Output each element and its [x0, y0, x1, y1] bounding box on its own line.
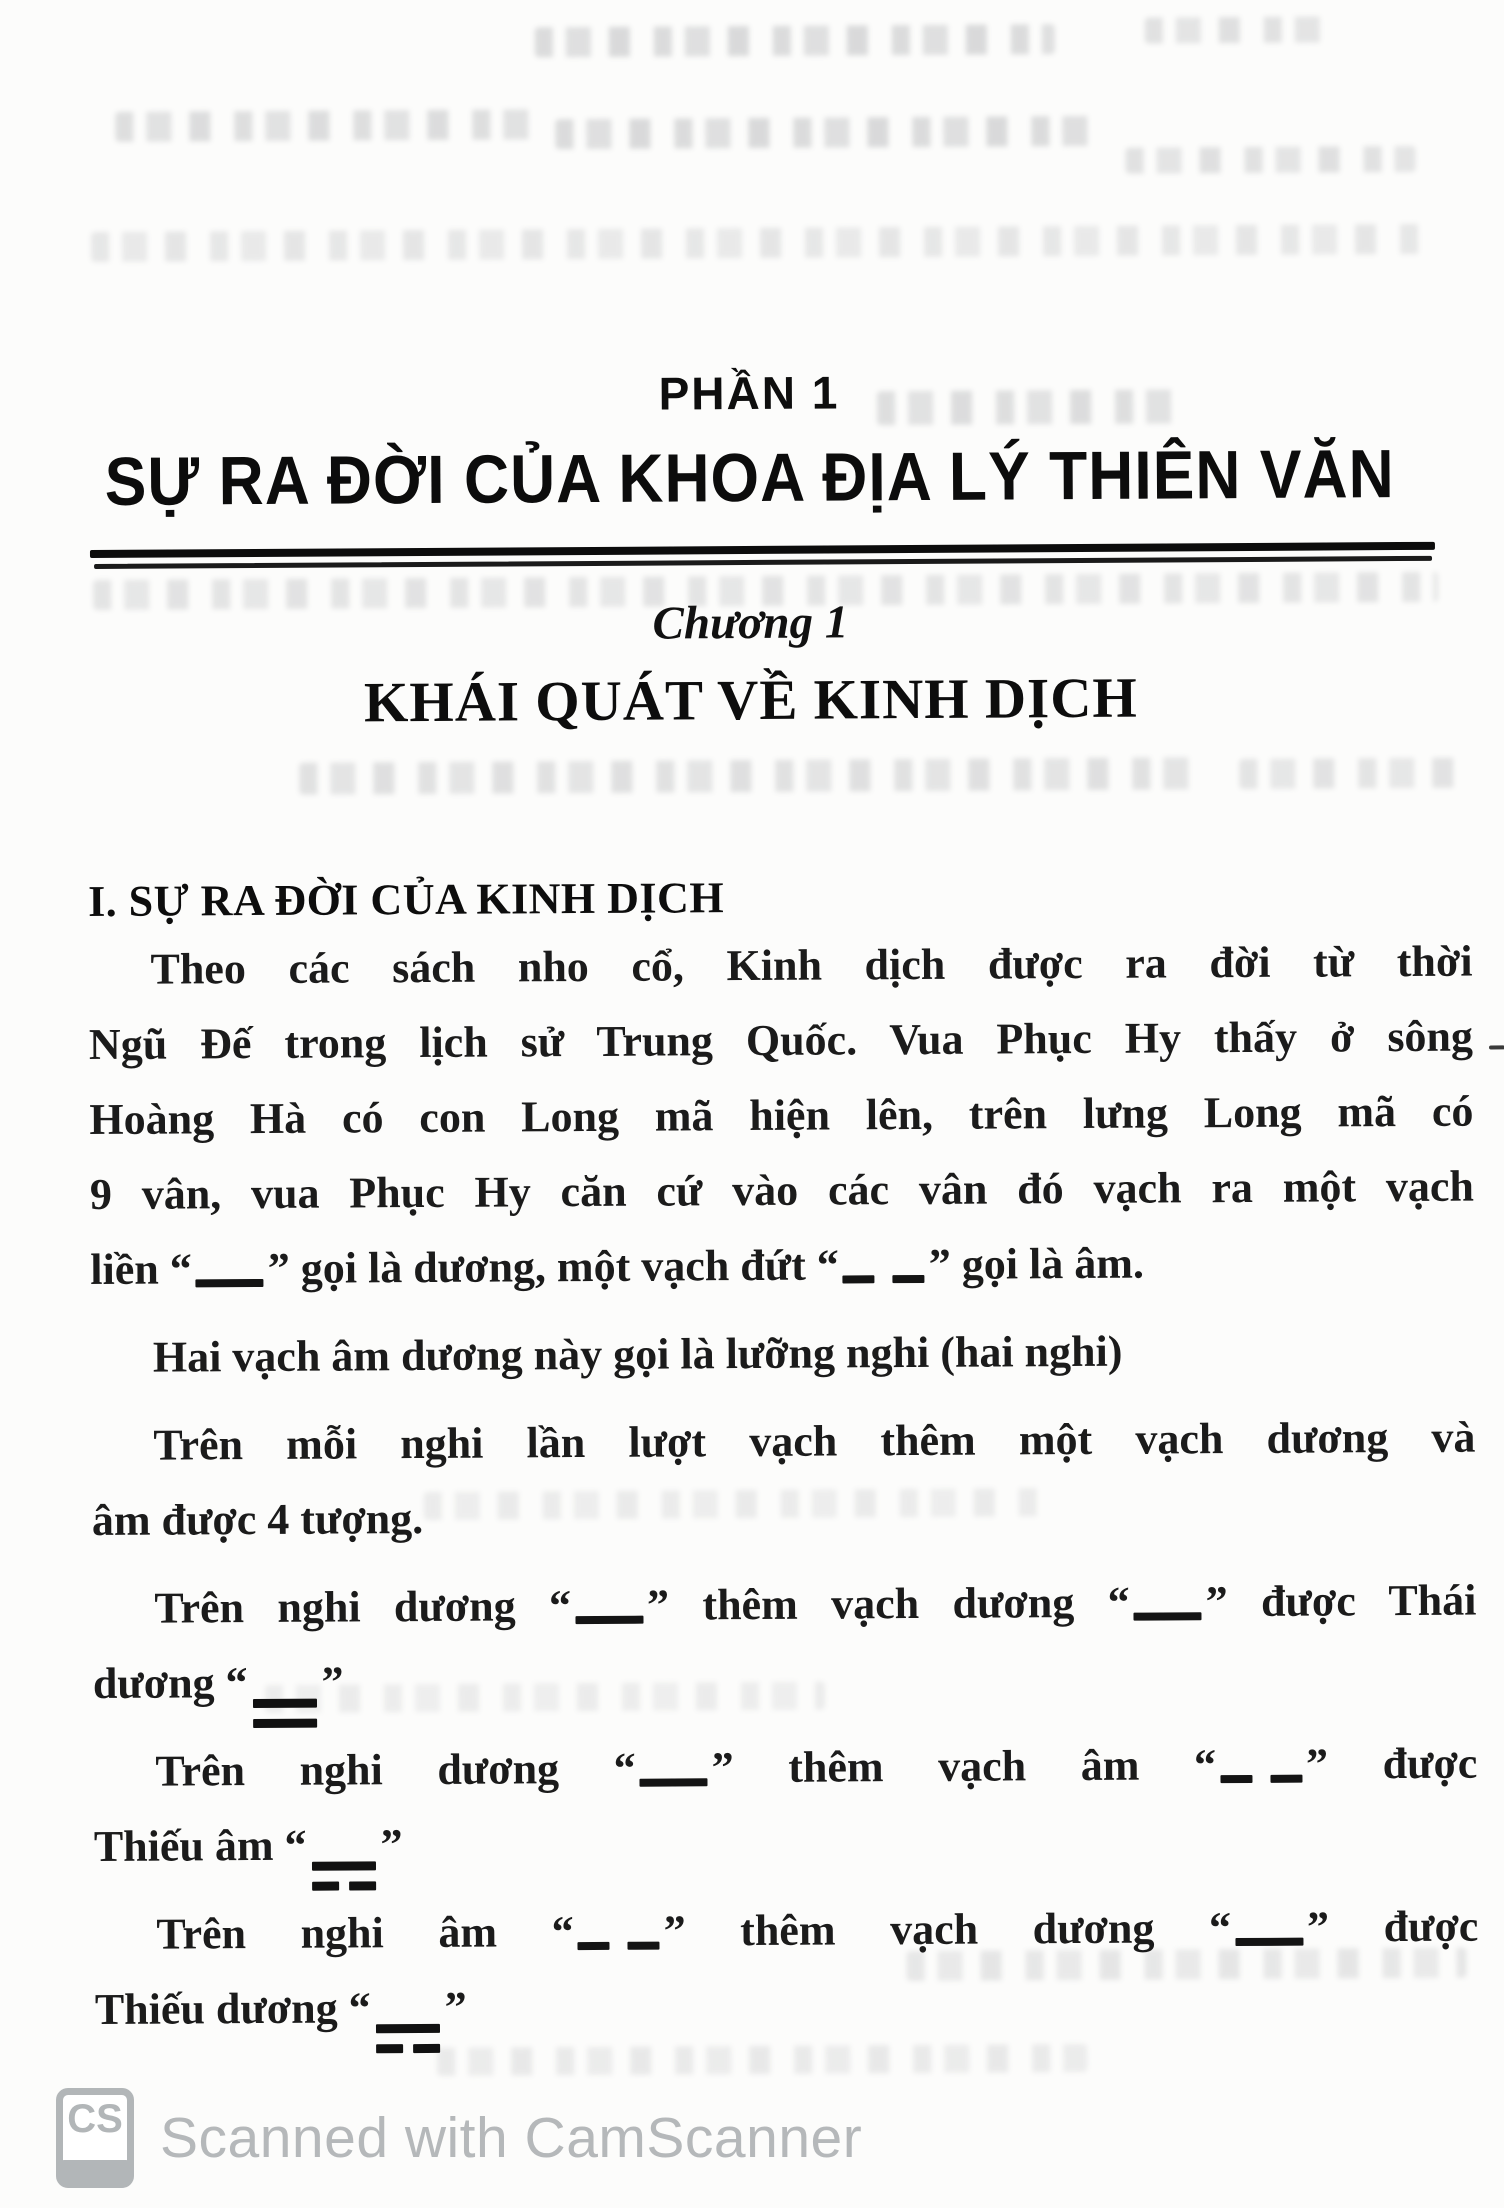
- bleed-through-artifact: [115, 109, 545, 142]
- chapter-title: KHÁI QUÁT VỀ KINH DỊCH: [363, 666, 1138, 735]
- bleed-through-artifact: [555, 116, 1095, 149]
- yang-solid-stroke-symbol: [1134, 1612, 1202, 1620]
- paragraph: [92, 1563, 1477, 1721]
- yang-solid-stroke-symbol: [640, 1778, 708, 1786]
- paragraph: [94, 1889, 1479, 2047]
- title-underline: [94, 556, 1432, 569]
- page-edge-mark: [1489, 1045, 1504, 1049]
- thai-duong-digram-symbol: [253, 1699, 317, 1728]
- paragraph: [93, 1726, 1478, 1884]
- paragraph: [91, 1312, 1475, 1395]
- bleed-through-artifact: [437, 2044, 1087, 2076]
- lesser-digram-symbol: [376, 2024, 440, 2053]
- yang-solid-stroke-symbol: [575, 1616, 643, 1624]
- bleed-through-artifact: [1145, 16, 1335, 43]
- camscanner-watermark: [56, 2088, 862, 2188]
- yin-broken-stroke-symbol: [843, 1275, 925, 1284]
- chapter-label: Chương 1: [652, 596, 849, 650]
- title-underline: [90, 542, 1435, 558]
- text-line: Trên nghi dương “ ” thêm vạch âm “ ” được: [155, 1738, 1478, 1796]
- text-line: 9 vân, vua Phục Hy căn cứ vào các vân đó vạch ra một vạch: [89, 1161, 1475, 1220]
- text-line: Thiếu dương “ ”: [95, 1964, 1479, 2047]
- camscanner-logo-text: CS: [67, 2097, 123, 2141]
- camscanner-logo-icon: [56, 2088, 134, 2188]
- text-line: Theo các sách nho cổ, Kinh dịch được ra đời từ thời: [150, 936, 1473, 994]
- part-label: PHẦN 1: [658, 366, 840, 420]
- section-heading: I. SỰ RA ĐỜI CỦA KINH DỊCH: [87, 873, 725, 927]
- bleed-through-artifact: [535, 24, 1055, 57]
- text-line: liền “ ” gọi là dương, một vạch đứt “ ” gọi là âm.: [90, 1238, 1145, 1295]
- text-line: âm được 4 tượng.: [91, 1494, 424, 1546]
- text-line: Trên nghi dương “ ” thêm vạch dương “ ” được Thái: [154, 1575, 1477, 1633]
- watermark-text: Scanned with CamScanner: [160, 2106, 863, 2170]
- paragraph: [88, 924, 1474, 1307]
- yang-solid-stroke-symbol: [196, 1279, 264, 1287]
- bleed-through-artifact: [1126, 146, 1416, 174]
- text-line: Hai vạch âm dương này gọi là lưỡng nghi (hai nghi): [152, 1326, 1123, 1382]
- text-line: Thiếu âm “ ”: [94, 1801, 1478, 1884]
- part-title: [0, 435, 1502, 521]
- text-line: Ngũ Đế trong lịch sử Trung Quốc. Vua Phục Hy thấy ở sông: [88, 1011, 1474, 1070]
- paragraph: [91, 1400, 1476, 1558]
- bleed-through-artifact: [1239, 758, 1459, 789]
- text-line: Trên nghi âm “ ” thêm vạch dương “ ” được: [156, 1901, 1479, 1959]
- bleed-through-artifact: [91, 224, 1431, 262]
- body-text: [88, 924, 1479, 2047]
- yin-broken-stroke-symbol: [578, 1942, 660, 1951]
- yin-broken-stroke-symbol: [1220, 1775, 1302, 1784]
- part-title-text: SỰ RA ĐỜI CỦA KHOA ĐỊA LÝ THIÊN VĂN: [104, 435, 1395, 520]
- camscanner-logo-bar: [62, 2160, 128, 2182]
- text-line: Hoàng Hà có con Long mã hiện lên, trên lưng Long mã có: [89, 1086, 1474, 1145]
- text-line: Trên mỗi nghi lần lượt vạch thêm một vạch dương và: [153, 1412, 1476, 1470]
- yang-solid-stroke-symbol: [1235, 1938, 1303, 1946]
- lesser-digram-symbol: [312, 1861, 376, 1890]
- bleed-through-artifact: [299, 757, 1199, 794]
- text-line: dương “ ”: [93, 1638, 1477, 1721]
